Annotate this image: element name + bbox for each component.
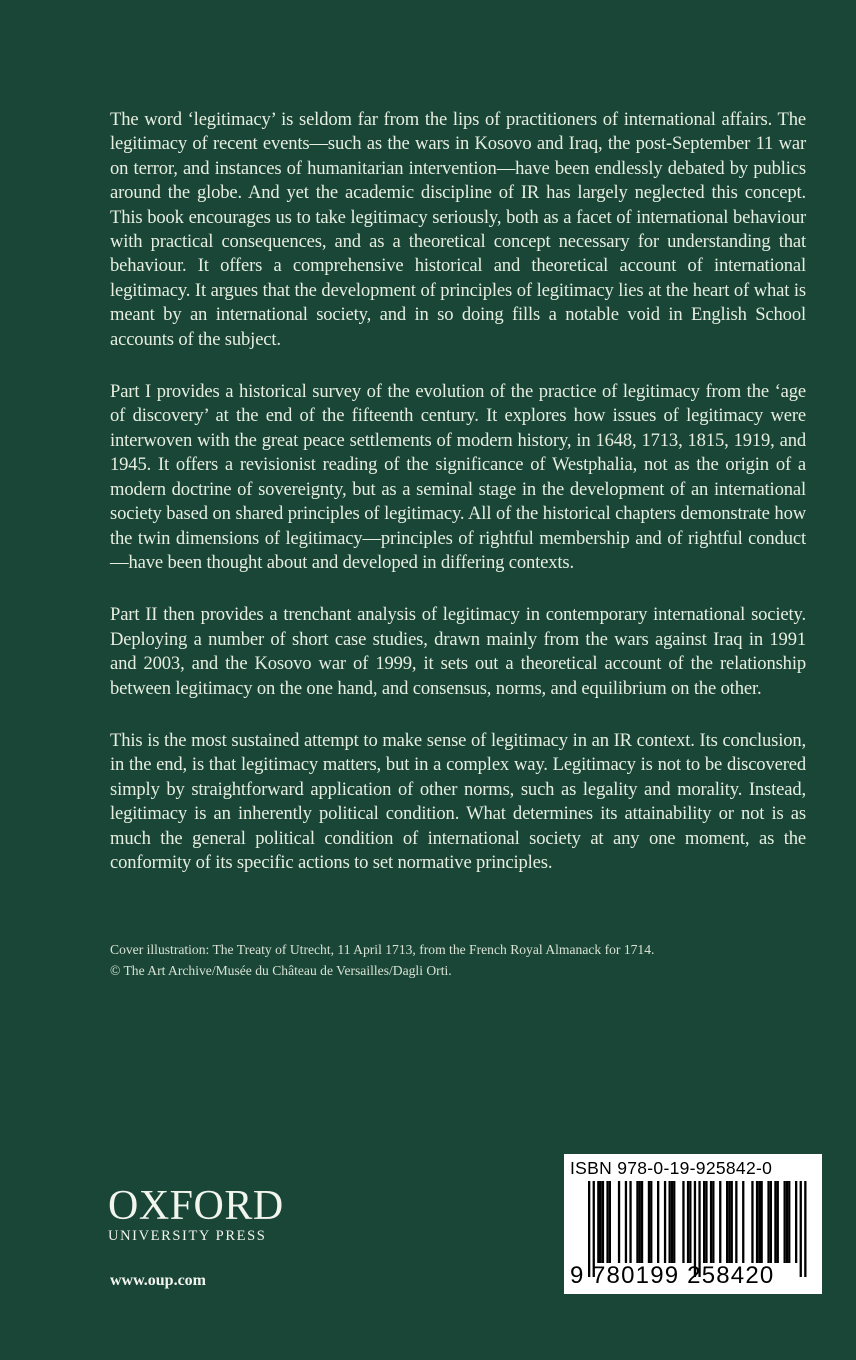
barcode-bar <box>639 1181 641 1263</box>
barcode-bar <box>650 1181 652 1263</box>
barcode-bar <box>770 1181 772 1263</box>
barcode-bar <box>602 1181 604 1263</box>
barcode-bar <box>629 1181 631 1263</box>
blurb-paragraph-1: The word ‘legitimacy’ is seldom far from the lips of practitioners of international affairs. The legitimacy of recent events—such as the wars in Kosovo and Iraq, the post-September 11 war on terror, and instances of humanitarian intervention—have been endlessly debated by publics around the globe. And yet the academic discipline of IR has largely neglected this concept. This book encourages us to take legitimacy seriously, both as a facet of international behaviour with practical consequences, and as a theoretical concept necessary for understanding that behaviour. It offers a comprehensive historical and theoretical account of international legitimacy. It argues that the development of principles of legitimacy lies at the heart of what is meant by an international society, and in so doing fills a notable void in English School accounts of the subject. <box>110 109 806 350</box>
publisher-website: www.oup.com <box>110 1272 207 1289</box>
cover-illustration-credit: Cover illustration: The Treaty of Utrecht, 11 April 1713, from the French Royal Almanack for 1714. <box>110 942 655 957</box>
barcode-bar <box>669 1181 671 1263</box>
barcode-bar <box>600 1181 602 1263</box>
barcode-bar <box>756 1181 758 1263</box>
barcode-bar <box>673 1181 675 1263</box>
barcode-bar <box>687 1181 689 1263</box>
cover-credits <box>110 940 806 981</box>
barcode-bar <box>726 1181 728 1263</box>
barcode-bar <box>588 1181 590 1277</box>
barcode-bar <box>758 1181 760 1263</box>
barcode-bar <box>777 1181 779 1263</box>
barcode-bar <box>682 1181 684 1263</box>
copyright-credit: © The Art Archive/Musée du Château de Versailles/Dagli Orti. <box>110 962 452 978</box>
back-cover-blurb <box>110 108 806 903</box>
barcode-bar <box>689 1181 691 1263</box>
barcode-bar <box>606 1181 608 1263</box>
barcode-bar <box>703 1181 705 1263</box>
barcode-bar <box>786 1181 788 1263</box>
ean-first-digit: 9 <box>570 1262 584 1289</box>
blurb-paragraph-3: Part II then provides a trenchant analysis of legitimacy in contemporary international society. Deploying a number of short case studies, drawn mainly from the wars against Iraq in 1991 and 2003, and the Kosovo war of 1999, it sets out a theoretical account of the relationship between legitimacy on the one hand, and consensus, norms, and equilibrium on the other. <box>110 604 806 699</box>
barcode-bar <box>609 1181 611 1263</box>
barcode-bar <box>664 1181 666 1263</box>
barcode-bar <box>784 1181 786 1263</box>
publisher-logo <box>108 1184 308 1245</box>
barcode-bar <box>705 1181 707 1263</box>
blurb-paragraph-4: This is the most sustained attempt to make sense of legitimacy in an IR context. Its conclusion, in the end, is that legitimacy matters, but in a complex way. Legitimacy is not to be discovered simply by straightforward application of other norms, such as legality and morality. Instead, legitimacy is an inherently political condition. What determines its attainability or not is as much the general political condition of international society at any one moment, as the conformity of its specific actions to set normative principles. <box>110 729 806 873</box>
barcode-bar <box>751 1181 753 1263</box>
barcode-bar <box>795 1181 797 1263</box>
barcode-bar <box>761 1181 763 1263</box>
barcode-bar <box>742 1181 744 1263</box>
barcode-bar <box>728 1181 730 1263</box>
barcode-bar <box>671 1181 673 1263</box>
barcode-bar <box>710 1181 712 1263</box>
barcode-bar <box>712 1181 714 1263</box>
barcode-bar <box>800 1181 802 1277</box>
barcode-bar <box>731 1181 733 1263</box>
barcode-bar <box>597 1181 599 1263</box>
barcode-bar <box>719 1181 721 1263</box>
barcode-bar <box>636 1181 638 1263</box>
barcode-bar <box>767 1181 769 1263</box>
barcode-bar <box>735 1181 737 1263</box>
barcode-bar <box>774 1181 776 1263</box>
publisher-name: OXFORD <box>108 1183 284 1229</box>
blurb-paragraph-2: Part I provides a historical survey of the evolution of the practice of legitimacy from the ‘age of discovery’ at the end of the fifteenth century. It explores how issues of legitimacy were interwoven with the great peace settlements of modern history, in 1648, 1713, 1815, 1919, and 1945. It offers a revisionist reading of the significance of Westphalia, not as the origin of a modern doctrine of sovereignty, but as a seminal stage in the development of an international society based on shared principles of legitimacy. All of the historical chapters demonstrate how the twin dimensions of legitimacy—principles of rightful membership and of rightful conduct—have been thought about and developed in differing contexts. <box>110 381 806 573</box>
barcode-bar <box>788 1181 790 1263</box>
ean-remaining-digits: 780199 258420 <box>592 1262 775 1289</box>
isbn-barcode <box>564 1154 822 1294</box>
barcode-bar <box>618 1181 620 1263</box>
barcode-bar <box>648 1181 650 1263</box>
barcode-bar <box>641 1181 643 1263</box>
publisher-subtitle: UNIVERSITY PRESS <box>108 1228 267 1244</box>
barcode-bar <box>804 1181 806 1277</box>
barcode-bar <box>657 1181 659 1263</box>
barcode-bar <box>625 1181 627 1263</box>
isbn-label: ISBN 978-0-19-925842-0 <box>570 1158 773 1178</box>
